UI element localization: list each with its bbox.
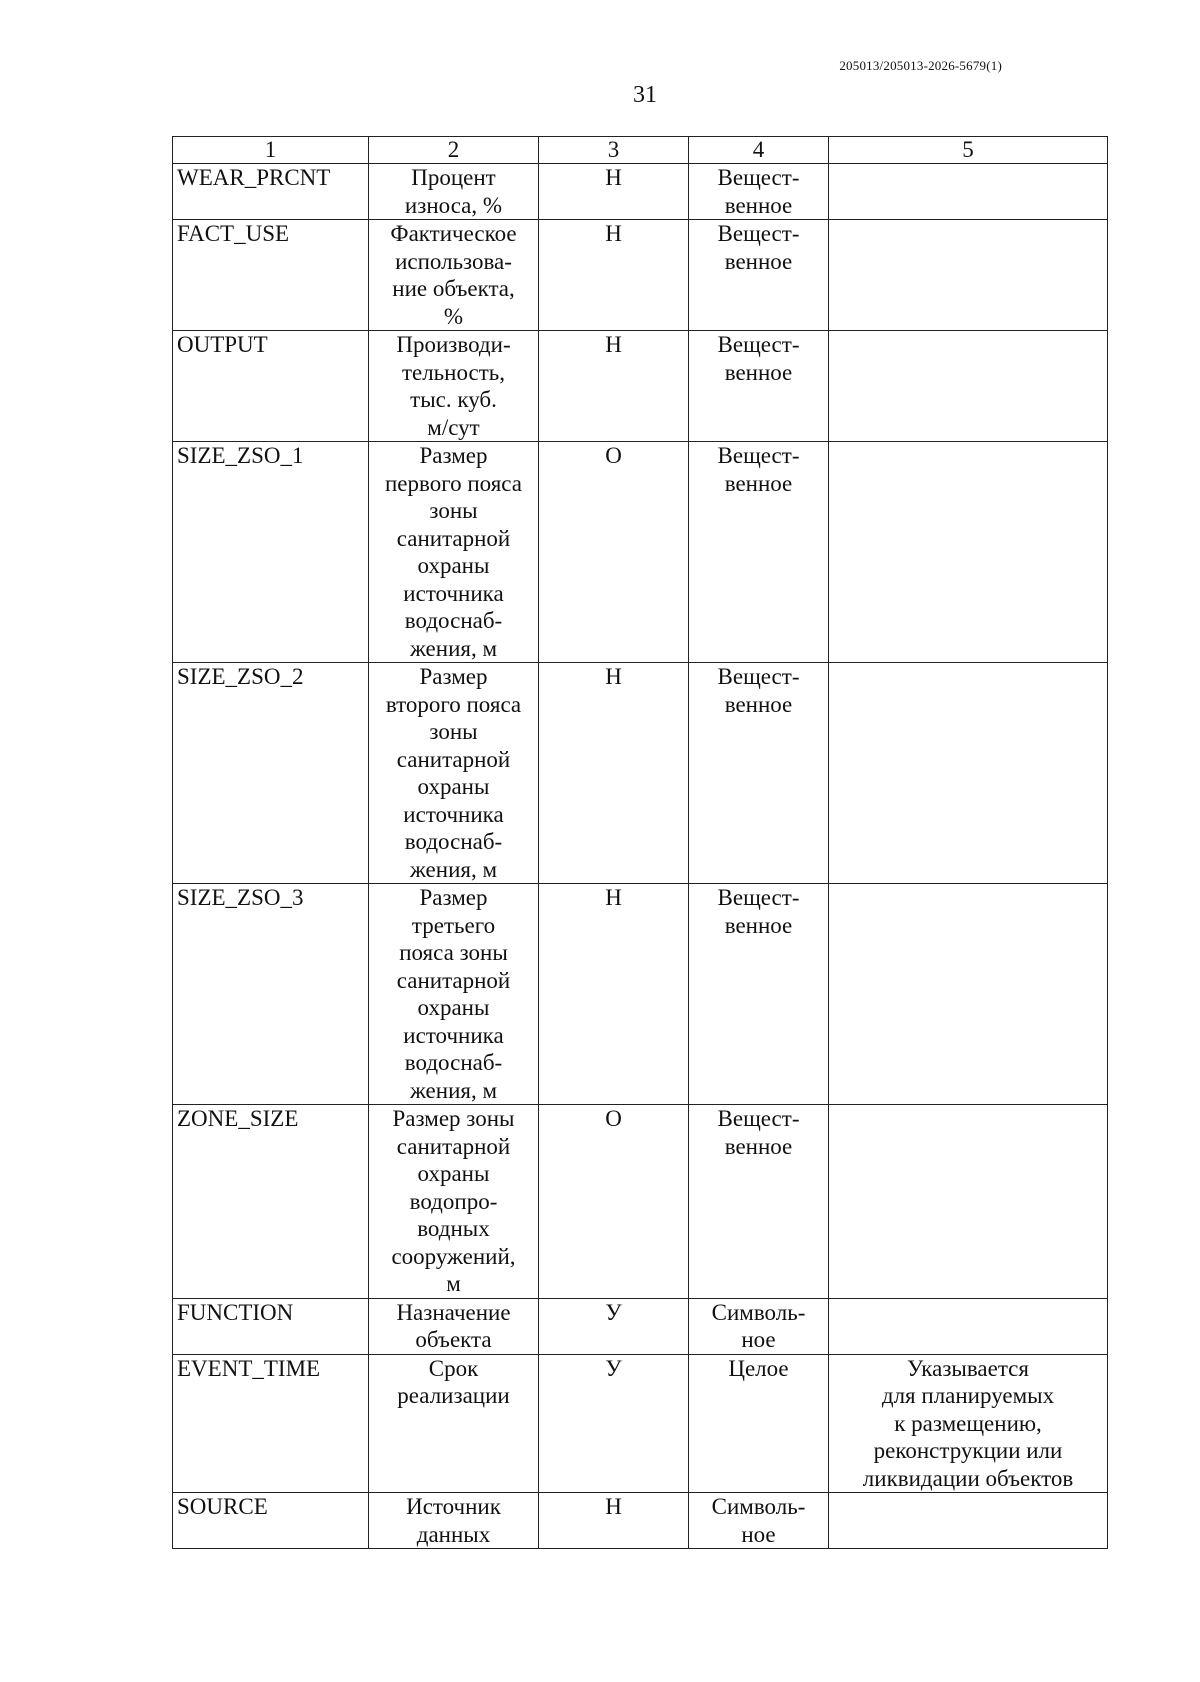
field-name: SIZE_ZSO_1 — [177, 443, 304, 468]
field-requirement: Н — [605, 1494, 622, 1519]
field-type: Целое — [728, 1355, 789, 1381]
table-row — [173, 220, 1108, 331]
field-description: Назначение объекта — [396, 1299, 511, 1352]
field-type: Символь- ное — [711, 1494, 806, 1547]
field-name: OUTPUT — [177, 332, 268, 357]
field-requirement: О — [605, 1106, 622, 1131]
field-type: Вещест- венное — [717, 1106, 800, 1159]
page-number: 31 — [633, 82, 657, 108]
field-requirement: У — [605, 1299, 622, 1325]
table-row — [173, 164, 1108, 220]
note-cell — [829, 884, 1108, 1105]
field-name-cell — [173, 1493, 369, 1549]
field-name: WEAR_PRCNT — [177, 165, 331, 190]
field-type: Вещест- венное — [717, 664, 800, 717]
field-type: Символь- ное — [711, 1299, 806, 1352]
document-id: 205013/205013-2026-5679(1) — [839, 58, 1002, 73]
description-cell — [369, 442, 539, 663]
note-cell — [829, 331, 1108, 442]
type-cell — [689, 1493, 829, 1549]
field-name: FACT_USE — [177, 221, 290, 246]
table-row — [173, 1354, 1108, 1493]
note-cell — [829, 1493, 1108, 1549]
note-cell — [829, 1298, 1108, 1354]
description-cell — [369, 220, 539, 331]
field-description: Размер третьего пояса зоны санитарной охраны источника водоснаб- жения, м — [396, 885, 511, 1103]
description-cell — [369, 1105, 539, 1299]
field-name-cell — [173, 884, 369, 1105]
field-name-cell — [173, 164, 369, 220]
requirement-cell — [539, 331, 689, 442]
field-name: SIZE_ZSO_2 — [177, 664, 304, 689]
column-number-1: 1 — [173, 137, 369, 164]
field-name: SOURCE — [177, 1494, 268, 1519]
description-cell — [369, 1298, 539, 1354]
field-requirement: Н — [605, 332, 622, 357]
type-cell — [689, 220, 829, 331]
field-description: Размер зоны санитарной охраны водопро- водных сооружений, м — [391, 1106, 516, 1296]
field-name: FUNCTION — [177, 1299, 294, 1325]
table-row — [173, 663, 1108, 884]
column-number-3: 3 — [539, 137, 689, 164]
field-type: Вещест- венное — [717, 443, 800, 496]
field-description: Размер первого пояса зоны санитарной охраны источника водоснаб- жения, м — [385, 443, 522, 661]
field-type: Вещест- венное — [717, 221, 800, 274]
field-type: Вещест- венное — [717, 165, 800, 218]
type-cell — [689, 1298, 829, 1354]
note-cell — [829, 220, 1108, 331]
field-description: Процент износа, % — [404, 165, 503, 218]
field-requirement: О — [605, 443, 622, 468]
field-description: Фактическое использова- ние объекта, % — [390, 221, 517, 329]
requirement-cell — [539, 1493, 689, 1549]
note-cell — [829, 442, 1108, 663]
type-cell — [689, 164, 829, 220]
table-row — [173, 1105, 1108, 1299]
type-cell — [689, 442, 829, 663]
requirement-cell — [539, 442, 689, 663]
field-name: SIZE_ZSO_3 — [177, 885, 304, 910]
table-row — [173, 1493, 1108, 1549]
field-name: EVENT_TIME — [177, 1355, 321, 1381]
requirement-cell — [539, 164, 689, 220]
field-requirement: У — [605, 1355, 622, 1381]
field-name-cell — [173, 220, 369, 331]
type-cell — [689, 884, 829, 1105]
requirement-cell — [539, 220, 689, 331]
field-description: Срок реализации — [397, 1355, 510, 1408]
description-cell — [369, 164, 539, 220]
field-requirement: Н — [605, 221, 622, 246]
type-cell — [689, 1105, 829, 1299]
description-cell — [369, 663, 539, 884]
table-row — [173, 884, 1108, 1105]
field-description: Производи- тельность, тыс. куб. м/сут — [396, 332, 511, 440]
attribute-table — [172, 136, 1108, 1549]
column-number-2: 2 — [369, 137, 539, 164]
requirement-cell — [539, 884, 689, 1105]
note-cell — [829, 1354, 1108, 1493]
field-name-cell — [173, 1354, 369, 1493]
table-row — [173, 1298, 1108, 1354]
requirement-cell — [539, 1105, 689, 1299]
field-requirement: Н — [605, 664, 622, 689]
type-cell — [689, 663, 829, 884]
field-name-cell — [173, 1298, 369, 1354]
field-requirement: Н — [605, 885, 622, 910]
field-description: Размер второго пояса зоны санитарной охраны источника водоснаб- жения, м — [385, 664, 522, 882]
requirement-cell — [539, 1354, 689, 1493]
column-number-5: 5 — [829, 137, 1108, 164]
type-cell — [689, 1354, 829, 1493]
field-type: Вещест- венное — [717, 885, 800, 938]
table-row — [173, 442, 1108, 663]
description-cell — [369, 1354, 539, 1493]
field-requirement: Н — [605, 165, 622, 190]
field-name-cell — [173, 1105, 369, 1299]
column-number-4: 4 — [689, 137, 829, 164]
description-cell — [369, 884, 539, 1105]
table-row — [173, 331, 1108, 442]
column-number-row — [173, 137, 1108, 164]
requirement-cell — [539, 1298, 689, 1354]
field-note: Указывается для планируемых к размещению, реконструкции или ликвидации объектов — [862, 1355, 1074, 1491]
description-cell — [369, 331, 539, 442]
note-cell — [829, 663, 1108, 884]
note-cell — [829, 164, 1108, 220]
field-description: Источник данных — [406, 1494, 501, 1547]
type-cell — [689, 331, 829, 442]
field-name: ZONE_SIZE — [177, 1106, 299, 1131]
field-name-cell — [173, 663, 369, 884]
field-type: Вещест- венное — [717, 332, 800, 385]
note-cell — [829, 1105, 1108, 1299]
requirement-cell — [539, 663, 689, 884]
field-name-cell — [173, 331, 369, 442]
description-cell — [369, 1493, 539, 1549]
field-name-cell — [173, 442, 369, 663]
